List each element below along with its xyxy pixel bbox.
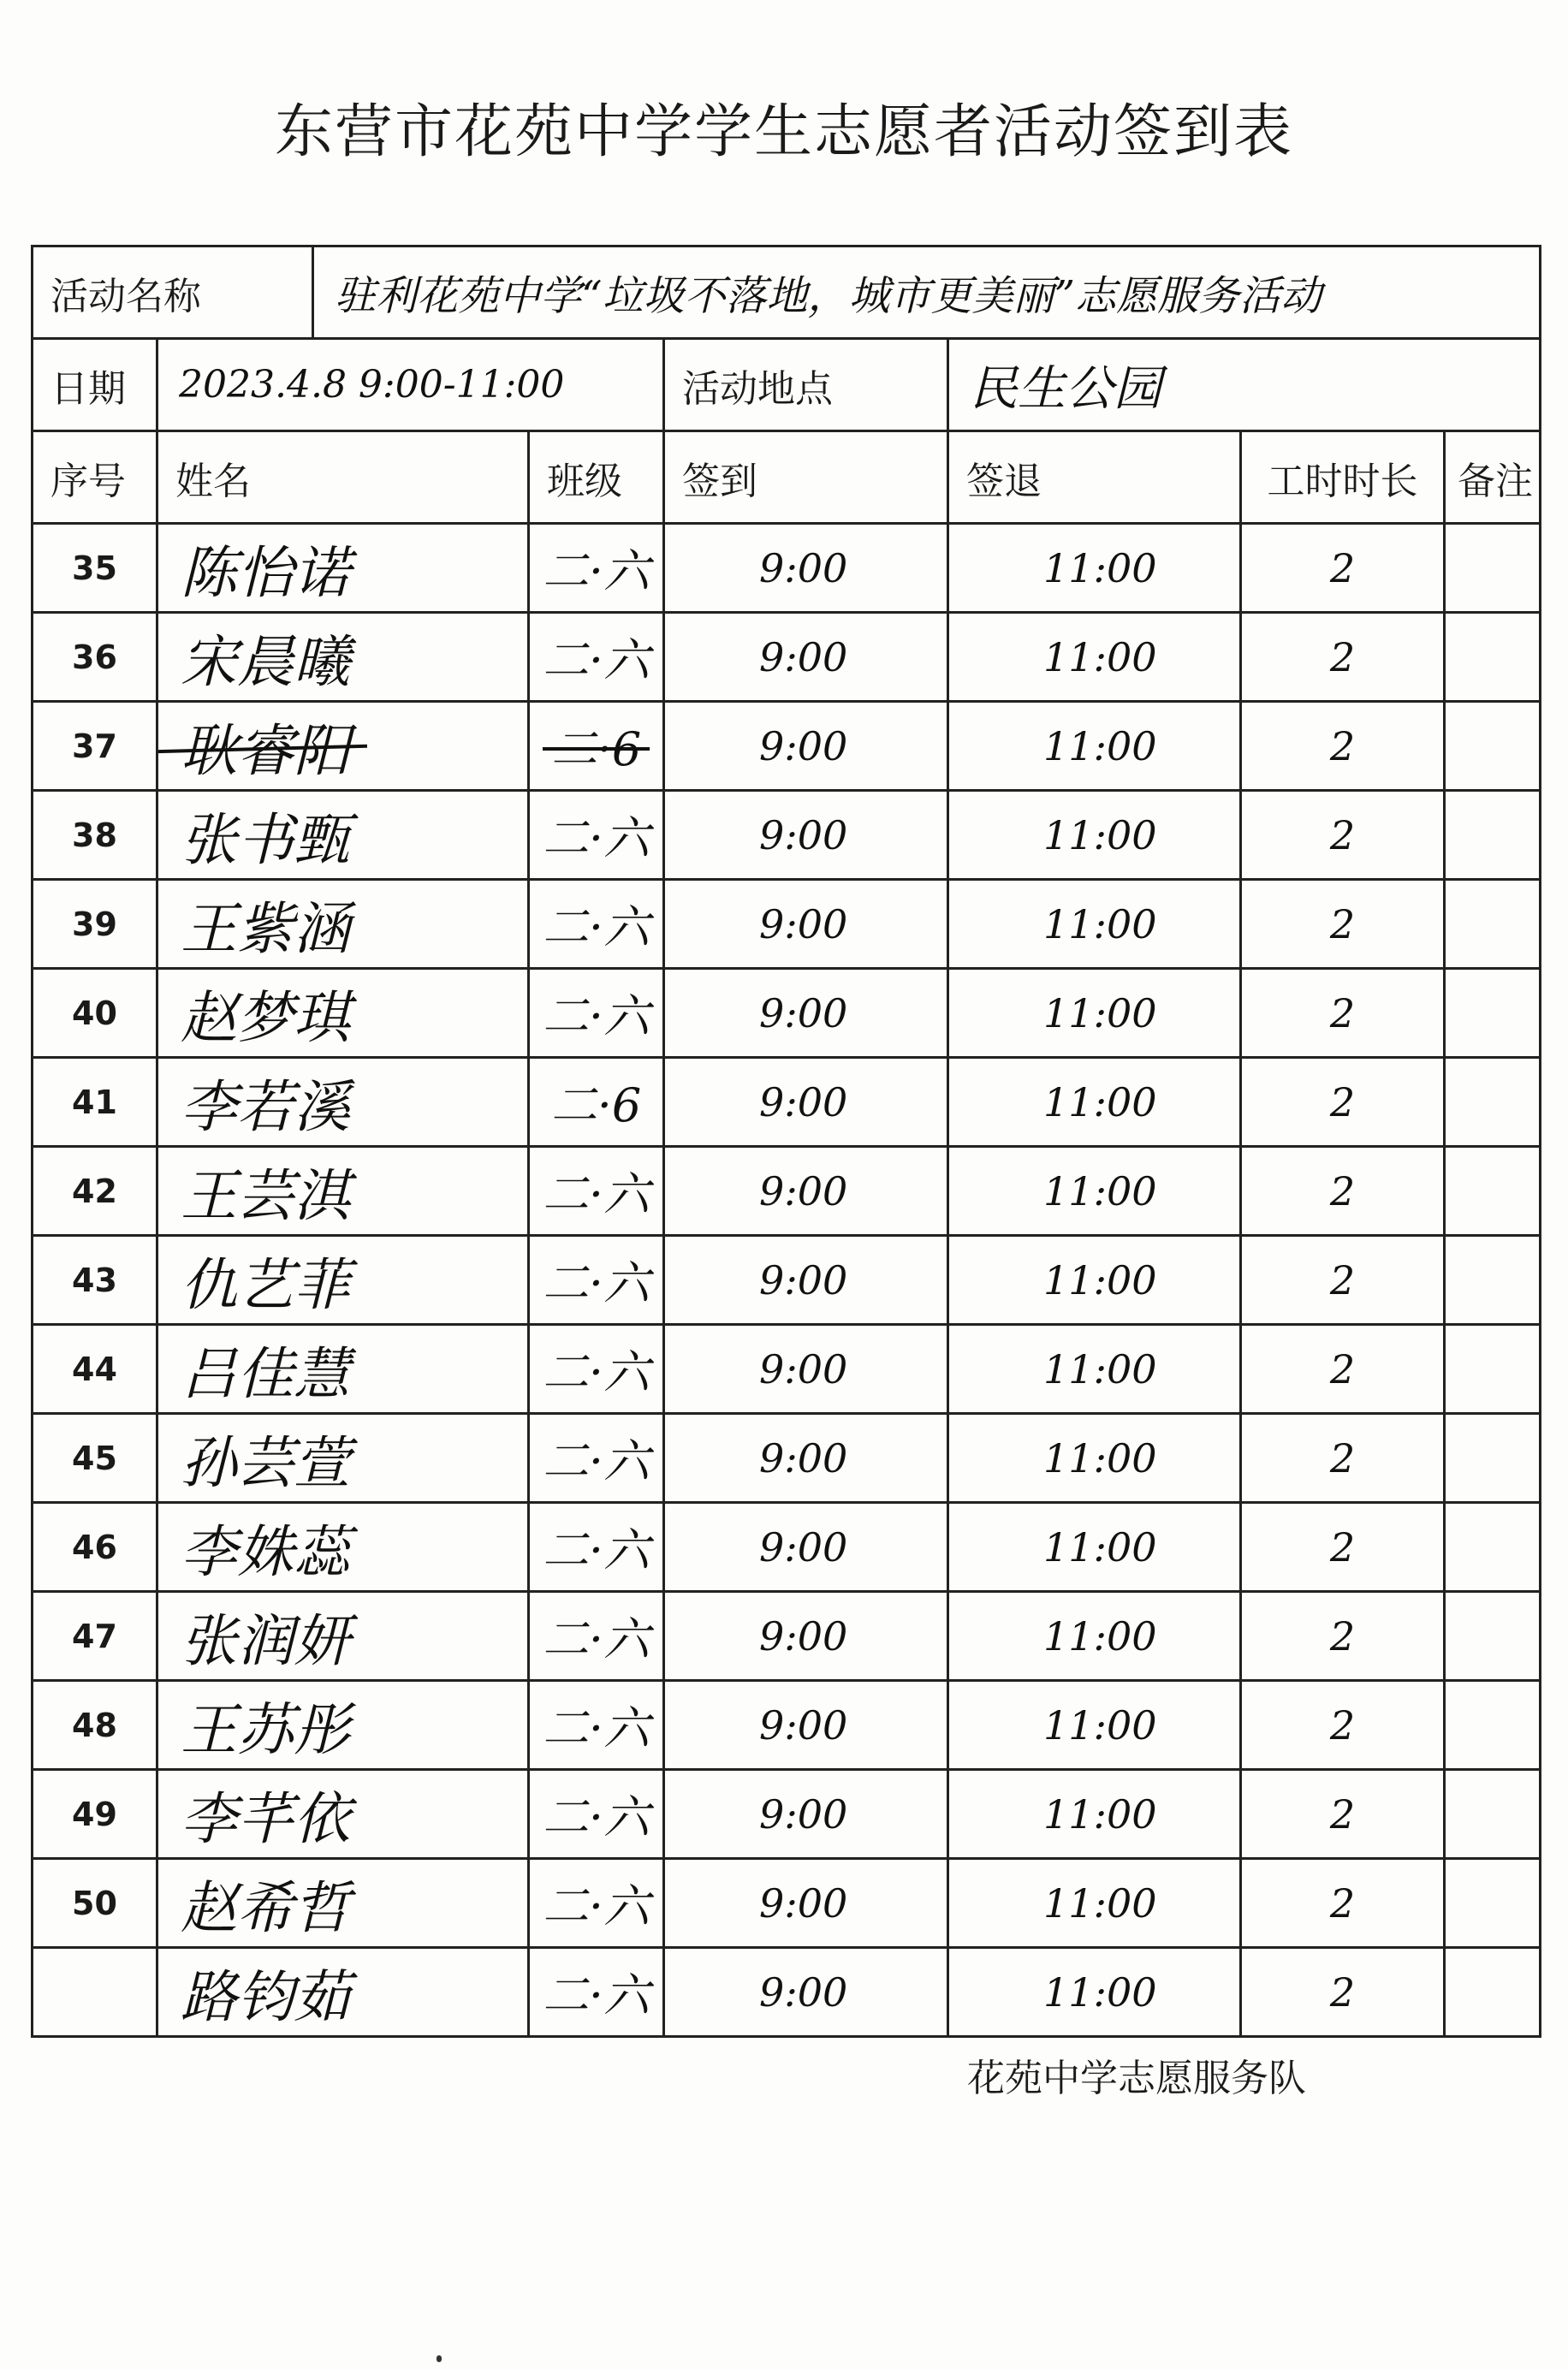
row-number-text: 46 [72, 1528, 117, 1566]
student-name [157, 1325, 529, 1414]
student-name-text: 王紫涵 [181, 896, 350, 962]
table-row [33, 880, 1541, 969]
sign-out-time [948, 1681, 1241, 1770]
table-row [33, 1414, 1541, 1503]
sign-out-time [948, 880, 1241, 969]
remark-cell [1445, 1948, 1541, 2037]
sign-in-time [664, 1147, 948, 1236]
work-hours [1241, 1147, 1445, 1236]
student-name-text: 王芸淇 [181, 1163, 350, 1229]
student-class [529, 1681, 664, 1770]
work-hours-text: 2 [1329, 1345, 1356, 1392]
sign-in-time [664, 880, 948, 969]
remark-cell [1445, 702, 1541, 791]
remark-cell [1445, 880, 1541, 969]
sign-in-time-text: 9:00 [759, 1701, 848, 1749]
row-number [33, 613, 157, 702]
table-row [33, 1859, 1541, 1948]
student-class [529, 1859, 664, 1948]
sign-out-time [948, 1503, 1241, 1592]
sign-in-time-text: 9:00 [759, 633, 848, 680]
student-name-text: 吕佳慧 [181, 1341, 350, 1407]
sign-in-time [664, 702, 948, 791]
sign-in-time [664, 524, 948, 613]
remark-cell [1445, 613, 1541, 702]
row-number-text: 50 [72, 1884, 117, 1922]
sign-in-time-text: 9:00 [759, 1167, 848, 1214]
sign-in-time-text: 9:00 [759, 900, 848, 947]
sign-out-time [948, 1236, 1241, 1325]
row-number-text: 36 [72, 638, 117, 676]
column-header-row [33, 431, 1541, 524]
sign-in-time-text: 9:00 [759, 811, 848, 858]
row-number-text: 47 [72, 1617, 117, 1655]
sign-in-time-text: 9:00 [759, 1968, 848, 2016]
date-value: 2023.4.8 9:00-11:00 [157, 339, 664, 431]
table-row [33, 1681, 1541, 1770]
sign-out-time [948, 524, 1241, 613]
row-number [33, 702, 157, 791]
row-number [33, 1325, 157, 1414]
sign-out-time-text: 11:00 [1043, 544, 1157, 591]
sign-out-time [948, 791, 1241, 880]
student-name [157, 1948, 529, 2037]
student-name-text: 宋晨曦 [181, 629, 350, 695]
col-header-remarks: 备注 [1445, 431, 1541, 524]
remark-cell [1445, 1236, 1541, 1325]
sign-in-time [664, 1859, 948, 1948]
table-row [33, 702, 1541, 791]
sign-in-time-text: 9:00 [759, 1523, 848, 1570]
work-hours [1241, 524, 1445, 613]
sign-in-time-text: 9:00 [759, 722, 848, 769]
sign-in-time [664, 969, 948, 1058]
student-name-text: 李若溪 [181, 1074, 350, 1140]
student-name [157, 969, 529, 1058]
student-name [157, 880, 529, 969]
table-row [33, 1948, 1541, 2037]
student-class-text: 二·6 [550, 1078, 642, 1132]
student-name [157, 1770, 529, 1859]
table-row [33, 1058, 1541, 1147]
student-class-text: 二·六 [542, 900, 650, 954]
student-class-text: 二·六 [542, 1523, 650, 1577]
work-hours [1241, 1948, 1445, 2037]
sign-out-time-text: 11:00 [1043, 989, 1157, 1036]
col-header-sign-out: 签退 [948, 431, 1241, 524]
remark-cell [1445, 1058, 1541, 1147]
student-class-text: 二·六 [542, 1345, 650, 1399]
sign-out-time-text: 11:00 [1043, 1790, 1157, 1838]
sign-in-time [664, 1503, 948, 1592]
sign-in-time-text: 9:00 [759, 1078, 848, 1125]
student-class [529, 791, 664, 880]
student-name-text: 张书甄 [181, 807, 350, 873]
activity-name-row [33, 246, 1541, 339]
sign-out-time-text: 11:00 [1043, 1612, 1157, 1659]
work-hours-text: 2 [1329, 1256, 1356, 1303]
student-name-text: 李姝蕊 [181, 1519, 350, 1585]
sign-out-time [948, 969, 1241, 1058]
row-number [33, 1948, 157, 2037]
sign-in-time [664, 613, 948, 702]
student-class [529, 613, 664, 702]
row-number-text: 44 [72, 1350, 117, 1388]
student-name-text: 赵希哲 [181, 1875, 350, 1941]
table-row [33, 1325, 1541, 1414]
table-row [33, 969, 1541, 1058]
col-header-class: 班级 [529, 431, 664, 524]
work-hours [1241, 1592, 1445, 1681]
student-class [529, 1503, 664, 1592]
sign-in-time [664, 1325, 948, 1414]
student-name [157, 1147, 529, 1236]
student-class-text: 二·6 [551, 713, 642, 779]
table-row [33, 1503, 1541, 1592]
student-class [529, 1948, 664, 2037]
sign-out-time-text: 11:00 [1043, 900, 1157, 947]
sign-in-time-text: 9:00 [759, 1434, 848, 1481]
sign-out-time [948, 1058, 1241, 1147]
student-name-text: 赵梦琪 [181, 985, 350, 1051]
sign-out-time [948, 1770, 1241, 1859]
sign-in-time [664, 791, 948, 880]
sign-out-time-text: 11:00 [1043, 1167, 1157, 1214]
remark-cell [1445, 1681, 1541, 1770]
student-name [157, 1414, 529, 1503]
sign-in-time-text: 9:00 [759, 544, 848, 591]
table-row [33, 613, 1541, 702]
table-row [33, 791, 1541, 880]
student-class-text: 二·六 [542, 1167, 650, 1221]
work-hours-text: 2 [1329, 811, 1356, 858]
row-number-text: 48 [72, 1706, 117, 1744]
student-class-text: 二·六 [542, 544, 650, 598]
sign-out-time-text: 11:00 [1043, 1078, 1157, 1125]
work-hours [1241, 791, 1445, 880]
activity-name-value: 驻利花苑中学“垃圾不落地，城市更美丽”志愿服务活动 [313, 246, 1541, 339]
location-label: 活动地点 [664, 339, 948, 431]
work-hours-text: 2 [1329, 544, 1356, 591]
work-hours [1241, 613, 1445, 702]
row-number [33, 969, 157, 1058]
student-name-text: 耿睿阳 [181, 705, 350, 787]
row-number-text: 49 [72, 1795, 117, 1833]
sign-out-time [948, 1414, 1241, 1503]
work-hours-text: 2 [1329, 1167, 1356, 1214]
sign-in-time [664, 1414, 948, 1503]
row-number [33, 1236, 157, 1325]
sign-out-time-text: 11:00 [1043, 1434, 1157, 1481]
student-class-text: 二·六 [542, 811, 650, 865]
remark-cell [1445, 1414, 1541, 1503]
sign-in-time [664, 1770, 948, 1859]
work-hours [1241, 1770, 1445, 1859]
work-hours [1241, 1859, 1445, 1948]
student-class [529, 1592, 664, 1681]
sign-out-time-text: 11:00 [1043, 1345, 1157, 1392]
date-label: 日期 [33, 339, 157, 431]
remark-cell [1445, 1770, 1541, 1859]
row-number-text: 35 [72, 549, 117, 587]
student-class-text: 二·六 [542, 1434, 650, 1488]
sign-out-time [948, 1592, 1241, 1681]
student-class [529, 1325, 664, 1414]
row-number [33, 1414, 157, 1503]
student-name [157, 613, 529, 702]
student-class [529, 1147, 664, 1236]
table-row [33, 524, 1541, 613]
work-hours [1241, 880, 1445, 969]
student-class [529, 1058, 664, 1147]
sign-out-time [948, 702, 1241, 791]
remark-cell [1445, 1147, 1541, 1236]
row-number [33, 1859, 157, 1948]
remark-cell [1445, 1503, 1541, 1592]
student-class-text: 二·六 [542, 1968, 650, 2022]
student-name [157, 1058, 529, 1147]
scan-speck [437, 2355, 442, 2362]
work-hours [1241, 1236, 1445, 1325]
row-number-text: 37 [72, 727, 117, 765]
row-number [33, 1147, 157, 1236]
student-class-text: 二·六 [542, 989, 650, 1043]
student-class [529, 702, 664, 791]
row-number-text: 41 [72, 1083, 117, 1121]
sign-out-time [948, 613, 1241, 702]
student-class-text: 二·六 [542, 1701, 650, 1755]
sign-out-time-text: 11:00 [1043, 1256, 1157, 1303]
student-class [529, 1770, 664, 1859]
student-name-text: 陈怡诺 [181, 540, 350, 606]
sign-in-time [664, 1592, 948, 1681]
student-name-text: 路钧茹 [181, 1964, 350, 2030]
row-number-text: 39 [72, 905, 117, 943]
sign-in-time-text: 9:00 [759, 1256, 848, 1303]
sign-in-time-text: 9:00 [759, 1879, 848, 1927]
work-hours-text: 2 [1329, 1701, 1356, 1749]
sign-in-time-text: 9:00 [759, 1790, 848, 1838]
remark-cell [1445, 1325, 1541, 1414]
student-name-text: 李芊依 [181, 1786, 350, 1852]
row-number-text: 45 [72, 1439, 117, 1477]
table-row [33, 1147, 1541, 1236]
student-class-text: 二·六 [542, 633, 650, 687]
col-header-name: 姓名 [157, 431, 529, 524]
row-number [33, 524, 157, 613]
student-class [529, 969, 664, 1058]
work-hours-text: 2 [1329, 1790, 1356, 1838]
work-hours [1241, 1058, 1445, 1147]
location-value: 民生公园 [948, 339, 1541, 431]
sign-in-time-text: 9:00 [759, 1612, 848, 1659]
row-number [33, 1770, 157, 1859]
student-name [157, 1681, 529, 1770]
sign-out-time-text: 11:00 [1043, 633, 1157, 680]
row-number [33, 1058, 157, 1147]
student-name [157, 524, 529, 613]
sign-in-time-text: 9:00 [759, 1345, 848, 1392]
student-name-text: 孙芸萱 [181, 1430, 350, 1496]
student-name [157, 1592, 529, 1681]
student-name [157, 1236, 529, 1325]
student-class [529, 1236, 664, 1325]
sign-out-time-text: 11:00 [1043, 811, 1157, 858]
col-header-hours: 工时时长 [1241, 431, 1445, 524]
work-hours [1241, 1414, 1445, 1503]
student-class [529, 524, 664, 613]
sign-out-time [948, 1147, 1241, 1236]
student-class-text: 二·六 [542, 1256, 650, 1310]
col-header-no: 序号 [33, 431, 157, 524]
table-row [33, 1592, 1541, 1681]
work-hours-text: 2 [1329, 722, 1356, 769]
work-hours [1241, 1325, 1445, 1414]
work-hours-text: 2 [1329, 633, 1356, 680]
work-hours [1241, 702, 1445, 791]
sign-in-time [664, 1681, 948, 1770]
student-name [157, 1503, 529, 1592]
work-hours-text: 2 [1329, 1879, 1356, 1927]
row-number-text: 42 [72, 1172, 117, 1210]
sign-in-time [664, 1058, 948, 1147]
student-name-text: 张润妍 [181, 1608, 350, 1674]
row-number-text: 40 [72, 994, 117, 1032]
row-number [33, 880, 157, 969]
work-hours-text: 2 [1329, 1968, 1356, 2016]
work-hours-text: 2 [1329, 1523, 1356, 1570]
sign-out-time [948, 1859, 1241, 1948]
sign-in-time-text: 9:00 [759, 989, 848, 1036]
row-number-text: 38 [72, 816, 117, 854]
table-row [33, 1236, 1541, 1325]
row-number [33, 1592, 157, 1681]
row-number [33, 1681, 157, 1770]
sign-out-time-text: 11:00 [1043, 1879, 1157, 1927]
remark-cell [1445, 524, 1541, 613]
sign-out-time-text: 11:00 [1043, 1523, 1157, 1570]
student-name-text: 王苏彤 [181, 1697, 350, 1763]
work-hours [1241, 1681, 1445, 1770]
sign-in-table [31, 245, 1541, 2038]
work-hours [1241, 1503, 1445, 1592]
sign-out-time [948, 1325, 1241, 1414]
row-number [33, 1503, 157, 1592]
sign-out-time-text: 11:00 [1043, 1968, 1157, 2016]
remark-cell [1445, 969, 1541, 1058]
remark-cell [1445, 1592, 1541, 1681]
row-number-text: 43 [72, 1261, 117, 1299]
work-hours [1241, 969, 1445, 1058]
remark-cell [1445, 791, 1541, 880]
student-name [157, 1859, 529, 1948]
sign-out-time-text: 11:00 [1043, 722, 1157, 769]
page-title: 东营市花苑中学学生志愿者活动签到表 [274, 98, 1293, 166]
footer-signature: 花苑中学志愿服务队 [967, 2057, 1306, 2100]
work-hours-text: 2 [1329, 1434, 1356, 1481]
date-location-row [33, 339, 1541, 431]
student-class-text: 二·六 [542, 1612, 650, 1666]
work-hours-text: 2 [1329, 1078, 1356, 1125]
sign-in-time [664, 1236, 948, 1325]
sign-in-time [664, 1948, 948, 2037]
work-hours-text: 2 [1329, 900, 1356, 947]
col-header-sign-in: 签到 [664, 431, 948, 524]
sign-out-time-text: 11:00 [1043, 1701, 1157, 1749]
remark-cell [1445, 1859, 1541, 1948]
sign-out-time [948, 1948, 1241, 2037]
table-row [33, 1770, 1541, 1859]
student-class [529, 880, 664, 969]
student-name [157, 702, 529, 791]
student-class-text: 二·六 [542, 1790, 650, 1844]
work-hours-text: 2 [1329, 1612, 1356, 1659]
student-class [529, 1414, 664, 1503]
student-name-text: 仇艺菲 [181, 1252, 350, 1318]
student-name [157, 791, 529, 880]
row-number [33, 791, 157, 880]
work-hours-text: 2 [1329, 989, 1356, 1036]
activity-name-label: 活动名称 [33, 246, 313, 339]
student-class-text: 二·六 [542, 1879, 650, 1933]
